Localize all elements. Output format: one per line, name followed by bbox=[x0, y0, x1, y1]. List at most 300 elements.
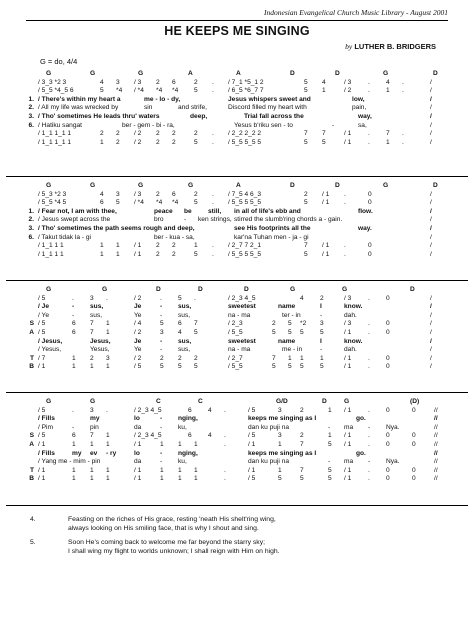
lyric-syllable: - bbox=[160, 311, 163, 319]
chord-symbol: G bbox=[46, 182, 52, 189]
note-group: 2 bbox=[172, 250, 176, 258]
note-group: *4 bbox=[156, 87, 163, 95]
note-group: / 2 bbox=[344, 87, 352, 95]
chord-symbol: A bbox=[236, 70, 241, 77]
note-group: 3 bbox=[278, 406, 282, 414]
note-group: *4 bbox=[172, 199, 179, 207]
chord-symbol: G bbox=[138, 182, 144, 189]
notation-row bbox=[6, 191, 468, 200]
music-system bbox=[6, 286, 468, 372]
chord-symbol: D bbox=[322, 398, 327, 405]
note-group: / bbox=[430, 250, 432, 258]
note-group: 2 bbox=[178, 354, 182, 362]
lyric-syllable: sweetest bbox=[228, 303, 256, 311]
note-group: 1 bbox=[72, 440, 76, 448]
lyric-syllable: / Yang me - mim - pin bbox=[38, 458, 101, 466]
note-group: 1 bbox=[322, 87, 326, 95]
note-group: 4 bbox=[178, 328, 182, 336]
lyric-syllable: sweetest bbox=[228, 337, 256, 345]
note-group: 2 bbox=[100, 130, 104, 138]
note-group: / 1 bbox=[322, 242, 330, 250]
chord-symbol: D bbox=[335, 182, 340, 189]
note-group: 7 bbox=[90, 320, 94, 328]
note-group: 5 bbox=[304, 78, 308, 86]
lyric-syllable: sa, bbox=[358, 121, 367, 129]
note-group: . bbox=[72, 406, 74, 414]
note-group: 5 bbox=[272, 328, 276, 336]
note-group: / 1 bbox=[38, 466, 46, 474]
row-label: T bbox=[29, 354, 34, 362]
lyric-syllable: pain, bbox=[352, 104, 367, 112]
note-group: . bbox=[368, 78, 370, 86]
note-group: // bbox=[434, 440, 438, 448]
note-group: *2 bbox=[300, 320, 307, 328]
note-group: 4 bbox=[208, 406, 212, 414]
lyric-syllable: da bbox=[134, 423, 142, 431]
note-group: 4 bbox=[322, 78, 326, 86]
lyric-syllable: Je bbox=[134, 337, 142, 345]
lyric-syllable: Jesus, bbox=[90, 337, 111, 345]
lyric-syllable: know. bbox=[344, 303, 363, 311]
lyric-syllable: / Takut tidak la - gi bbox=[38, 233, 92, 241]
system-divider bbox=[6, 280, 468, 281]
note-group: / 5 bbox=[38, 320, 46, 328]
lyric-syllable: name bbox=[278, 337, 296, 345]
note-group: 0 bbox=[386, 328, 390, 336]
library-header: Indonesian Evangelical Church Music Library - August 2001 bbox=[264, 8, 448, 17]
row-label: 3. bbox=[28, 112, 34, 120]
note-group: 5 bbox=[304, 138, 308, 146]
note-group: 1 bbox=[178, 440, 182, 448]
lyric-syllable: / bbox=[430, 224, 432, 232]
note-group: / 5_5 5 5_5 bbox=[228, 199, 261, 207]
note-group: // bbox=[434, 432, 438, 440]
note-group: 5 bbox=[300, 475, 304, 483]
verse-line: I shall wing my flight to worlds unknown; I shall reign with Him on high. bbox=[68, 547, 280, 555]
note-group: / 1 bbox=[38, 440, 46, 448]
note-group: 5 bbox=[194, 250, 198, 258]
lyric-syllable: ev bbox=[90, 449, 98, 457]
notation-row bbox=[6, 355, 468, 364]
note-group: 2 bbox=[160, 354, 164, 362]
lyric-syllable: ku, bbox=[178, 423, 187, 431]
note-group: 5 bbox=[300, 328, 304, 336]
note-group: / bbox=[430, 87, 432, 95]
note-group: 1 bbox=[116, 250, 120, 258]
lyric-syllable: my bbox=[90, 415, 100, 423]
chord-symbol: G bbox=[90, 182, 96, 189]
chord-symbol: G bbox=[188, 182, 194, 189]
note-group: / 5 bbox=[248, 432, 256, 440]
note-group: / 1_1 1 1 bbox=[38, 250, 64, 258]
note-group: / 1_1 1_1 1 bbox=[38, 138, 71, 146]
chord-row bbox=[6, 286, 468, 295]
lyric-syllable: - bbox=[320, 346, 323, 354]
note-group: / 2_2 2_2 2 bbox=[228, 130, 261, 138]
note-group: / 1 bbox=[344, 440, 352, 448]
lyric-syllable: / Fills bbox=[38, 415, 55, 423]
note-group: 0 bbox=[412, 432, 416, 440]
notation-row bbox=[6, 199, 468, 208]
note-group: / 3 bbox=[344, 294, 352, 302]
notation-row bbox=[6, 251, 468, 260]
note-group: 1 bbox=[106, 466, 110, 474]
note-group: / 2_3 4_5 bbox=[134, 406, 162, 414]
note-group: / 1 bbox=[38, 363, 46, 371]
row-label: 6. bbox=[28, 233, 34, 241]
note-group: 2 bbox=[304, 190, 308, 198]
lyric-syllable: - bbox=[328, 458, 331, 466]
notation-row bbox=[6, 87, 468, 96]
note-group: . bbox=[344, 199, 346, 207]
note-group: 0 bbox=[368, 199, 372, 207]
note-group: 6 bbox=[100, 199, 104, 207]
row-label: 1. bbox=[28, 207, 34, 215]
note-group: / 1 bbox=[134, 475, 142, 483]
note-group: / 1 bbox=[134, 466, 142, 474]
note-group: 1 bbox=[160, 466, 164, 474]
note-group: 0 bbox=[386, 432, 390, 440]
chord-symbol: D bbox=[244, 286, 249, 293]
lyric-syllable: dan ku puji na bbox=[248, 458, 290, 466]
note-group: 5 bbox=[328, 475, 332, 483]
note-group: / bbox=[430, 328, 432, 336]
note-group: 1 bbox=[160, 475, 164, 483]
note-group: 1 bbox=[72, 466, 76, 474]
lyric-syllable: go. bbox=[356, 415, 366, 423]
lyric-syllable: / bbox=[430, 207, 432, 215]
lyric-syllable: na - ma bbox=[228, 311, 251, 319]
lyric-syllable: deep, bbox=[190, 112, 208, 120]
verse-block bbox=[30, 516, 280, 533]
lyric-syllable: low, bbox=[352, 95, 365, 103]
note-group: 7 bbox=[194, 320, 198, 328]
note-group: 2 bbox=[90, 354, 94, 362]
note-group: 1 bbox=[300, 354, 304, 362]
music-system bbox=[6, 70, 468, 147]
lyric-syllable: / bbox=[430, 346, 432, 354]
lyric-syllable: Yesus b'riku sen - to bbox=[234, 121, 293, 129]
note-group: *4 bbox=[172, 87, 179, 95]
notation-row bbox=[6, 242, 468, 251]
lyric-syllable: sus, bbox=[90, 311, 103, 319]
note-group: 1 bbox=[100, 242, 104, 250]
lyric-syllable: dan ku puji na bbox=[248, 423, 290, 431]
lyric-syllable: know. bbox=[344, 337, 363, 345]
note-group: / 1 bbox=[134, 242, 142, 250]
note-group: 0 bbox=[368, 190, 372, 198]
note-group: . bbox=[224, 440, 226, 448]
note-group: / *4 bbox=[134, 199, 144, 207]
lyric-syllable: be bbox=[184, 207, 192, 215]
note-group: / 5 bbox=[248, 475, 256, 483]
notation-row bbox=[6, 432, 468, 441]
note-group: // bbox=[434, 406, 438, 414]
note-group: / bbox=[430, 199, 432, 207]
lyric-syllable: Jesus whispers sweet and bbox=[228, 95, 311, 103]
note-group: 1 bbox=[386, 138, 390, 146]
lyric-syllable: my bbox=[72, 449, 82, 457]
lyric-syllable: - bbox=[72, 311, 75, 319]
note-group: . bbox=[368, 294, 370, 302]
lyric-row bbox=[6, 216, 468, 225]
notation-row bbox=[6, 407, 468, 416]
note-group: 1 bbox=[72, 363, 76, 371]
note-group: / 2_3 bbox=[228, 320, 243, 328]
extra-verses bbox=[30, 516, 280, 562]
lyric-syllable: Trial fall across the bbox=[244, 112, 304, 120]
note-group: 7 bbox=[322, 130, 326, 138]
note-group: 6 bbox=[72, 432, 76, 440]
note-group: / 1 bbox=[344, 432, 352, 440]
lyric-syllable: - bbox=[160, 449, 163, 457]
note-group: 5 bbox=[322, 138, 326, 146]
chord-symbol: G bbox=[46, 398, 52, 405]
note-group: 1 bbox=[386, 87, 390, 95]
note-group: 3 bbox=[320, 320, 324, 328]
note-group: 1 bbox=[90, 475, 94, 483]
lyric-row bbox=[6, 450, 468, 459]
note-group: . bbox=[212, 87, 214, 95]
notation-row bbox=[6, 363, 468, 372]
note-group: 5 bbox=[272, 363, 276, 371]
lyric-syllable: ma bbox=[344, 423, 354, 431]
note-group: / bbox=[430, 363, 432, 371]
music-system bbox=[6, 398, 468, 484]
note-group: 0 bbox=[386, 354, 390, 362]
note-group: 3 bbox=[160, 328, 164, 336]
score-end-rule bbox=[6, 505, 468, 506]
note-group: 3 bbox=[90, 406, 94, 414]
lyric-row bbox=[6, 225, 468, 234]
note-group: 5 bbox=[320, 328, 324, 336]
lyric-syllable: keeps me singing as I bbox=[248, 415, 317, 423]
note-group: 1 bbox=[194, 440, 198, 448]
note-group: . bbox=[368, 363, 370, 371]
note-group: / 1 bbox=[134, 440, 142, 448]
lyric-syllable: ken strings, bbox=[198, 216, 232, 224]
lyric-syllable: - bbox=[72, 303, 75, 311]
lyric-row bbox=[6, 104, 468, 113]
note-group: 1 bbox=[106, 432, 110, 440]
note-group: 1 bbox=[116, 242, 120, 250]
lyric-syllable: // bbox=[434, 449, 438, 457]
lyric-syllable: / Fear not, I am with thee, bbox=[38, 207, 117, 215]
notation-row bbox=[6, 441, 468, 450]
lyric-syllable: nging, bbox=[178, 449, 198, 457]
lyric-syllable: / Fills bbox=[38, 449, 55, 457]
note-group: // bbox=[434, 475, 438, 483]
lyric-syllable: - bbox=[160, 458, 163, 466]
note-group: . bbox=[368, 87, 370, 95]
note-group: . bbox=[402, 87, 404, 95]
note-group: // bbox=[434, 466, 438, 474]
note-group: . bbox=[402, 78, 404, 86]
row-label: 2. bbox=[28, 104, 34, 112]
note-group: 5 bbox=[300, 363, 304, 371]
note-group: / 3 bbox=[134, 190, 142, 198]
note-group: 1 bbox=[194, 242, 198, 250]
chord-symbol: G bbox=[383, 182, 389, 189]
note-group: 0 bbox=[386, 440, 390, 448]
note-group: 1 bbox=[106, 328, 110, 336]
note-group: 4 bbox=[100, 190, 104, 198]
note-group: / 1 bbox=[248, 440, 256, 448]
note-group: 2 bbox=[172, 242, 176, 250]
note-group: / 5 bbox=[38, 294, 46, 302]
lyric-syllable: - bbox=[160, 346, 163, 354]
note-group: 6 bbox=[188, 432, 192, 440]
note-group: 1 bbox=[328, 432, 332, 440]
chord-symbol: G bbox=[46, 286, 52, 293]
lyric-syllable: dah. bbox=[344, 346, 357, 354]
note-group: 2 bbox=[194, 130, 198, 138]
note-group: 0 bbox=[412, 475, 416, 483]
note-group: / 7_5 4 6_3 bbox=[228, 190, 261, 198]
lyric-syllable: / Pim bbox=[38, 423, 54, 431]
lyric-syllable: / Tho' sometimes the path seems rough and deep, bbox=[38, 224, 195, 232]
note-group: . bbox=[212, 130, 214, 138]
verse-text bbox=[68, 516, 280, 533]
note-group: 2 bbox=[156, 242, 160, 250]
note-group: 6 bbox=[172, 78, 176, 86]
verse-line: Soon He's coming back to welcome me far beyond the starry sky; bbox=[68, 539, 265, 547]
note-group: / 2 bbox=[134, 130, 142, 138]
note-group: / 2 bbox=[134, 328, 142, 336]
lyric-row bbox=[6, 458, 468, 467]
note-group: 0 bbox=[386, 466, 390, 474]
note-group: 2 bbox=[194, 78, 198, 86]
note-group: 2 bbox=[272, 320, 276, 328]
chord-symbol: G bbox=[344, 398, 350, 405]
note-group: 1 bbox=[90, 363, 94, 371]
note-group: / bbox=[430, 354, 432, 362]
note-group: / 5_5 5_5 5 bbox=[228, 138, 261, 146]
chord-row bbox=[6, 398, 468, 407]
note-group: 5 bbox=[194, 328, 198, 336]
music-system bbox=[6, 182, 468, 259]
note-group: 0 bbox=[386, 406, 390, 414]
note-group: 0 bbox=[412, 406, 416, 414]
lyric-syllable: / Jesus swept across the bbox=[38, 216, 111, 224]
note-group: . bbox=[368, 466, 370, 474]
lyric-syllable: / bbox=[430, 104, 432, 112]
row-label: 2. bbox=[28, 216, 34, 224]
notation-row bbox=[6, 467, 468, 476]
note-group: 7 bbox=[304, 130, 308, 138]
note-group: / 1 bbox=[344, 354, 352, 362]
lyric-syllable: sus, bbox=[178, 311, 191, 319]
chord-symbol: G bbox=[90, 398, 96, 405]
notation-row bbox=[6, 79, 468, 88]
note-group: / 5_5 *4_5 6 bbox=[38, 87, 74, 95]
note-group: 3 bbox=[116, 190, 120, 198]
note-group: 2 bbox=[172, 130, 176, 138]
chord-symbol: G bbox=[46, 70, 52, 77]
note-group: . bbox=[194, 294, 196, 302]
chord-symbol: G bbox=[138, 70, 144, 77]
chord-symbol: (D) bbox=[410, 398, 420, 405]
note-group: 5 bbox=[100, 87, 104, 95]
note-group: / 1 bbox=[322, 250, 330, 258]
note-group: / 1 bbox=[344, 406, 352, 414]
chord-symbol: D bbox=[290, 70, 295, 77]
note-group: / bbox=[430, 242, 432, 250]
note-group: 7 bbox=[90, 328, 94, 336]
note-group: 6 bbox=[72, 328, 76, 336]
note-group: . bbox=[224, 475, 226, 483]
chord-symbol: D bbox=[335, 70, 340, 77]
verse-line: Feasting on the riches of His grace, resting 'neath His shelt'ring wing, bbox=[68, 516, 276, 523]
lyric-syllable: lo bbox=[134, 415, 140, 423]
note-group: 1 bbox=[178, 466, 182, 474]
note-group: 5 bbox=[288, 320, 292, 328]
note-group: 1 bbox=[90, 440, 94, 448]
lyric-syllable: peace bbox=[154, 207, 173, 215]
lyric-syllable: ma bbox=[344, 458, 354, 466]
lyric-syllable: / bbox=[430, 216, 432, 224]
note-group: 6 bbox=[178, 320, 182, 328]
lyric-syllable: // bbox=[434, 458, 438, 466]
note-group: 3 bbox=[116, 78, 120, 86]
note-group: . bbox=[344, 190, 346, 198]
row-label: A bbox=[29, 328, 34, 336]
note-group: / 1_1 1_1 1 bbox=[38, 130, 71, 138]
note-group: 2 bbox=[156, 78, 160, 86]
lyric-syllable: Yesus, bbox=[90, 346, 110, 354]
row-label: T bbox=[29, 466, 34, 474]
lyric-syllable: - bbox=[368, 423, 371, 431]
lyric-syllable: - bbox=[332, 121, 335, 129]
lyric-syllable: keeps me singing as I bbox=[248, 449, 317, 457]
lyric-syllable: I bbox=[320, 303, 322, 311]
note-group: / 2_3 4_5 bbox=[228, 294, 256, 302]
note-group: / 3 bbox=[344, 320, 352, 328]
lyric-syllable: // bbox=[434, 415, 438, 423]
note-group: . bbox=[72, 294, 74, 302]
lyric-syllable: Je bbox=[134, 303, 142, 311]
note-group: *4 bbox=[116, 87, 123, 95]
lyric-syllable: / There's within my heart a bbox=[38, 95, 121, 103]
note-group: 2 bbox=[300, 406, 304, 414]
row-label: 3. bbox=[28, 224, 34, 232]
chord-symbol: G bbox=[102, 286, 108, 293]
lyric-syllable: Discord filled my heart with bbox=[228, 104, 307, 112]
lyric-syllable: na - ma bbox=[228, 346, 251, 354]
lyric-syllable: way, bbox=[358, 112, 372, 120]
lyric-row bbox=[6, 415, 468, 424]
note-group: 7 bbox=[90, 432, 94, 440]
note-group: . bbox=[344, 250, 346, 258]
note-group: / 5 bbox=[38, 406, 46, 414]
note-group: / 5_5 bbox=[228, 363, 243, 371]
note-group: / 1 bbox=[322, 199, 330, 207]
lyric-row bbox=[6, 122, 468, 131]
note-group: / 7_1 *5_1 2 bbox=[228, 78, 264, 86]
notation-row bbox=[6, 475, 468, 484]
note-group: 2 bbox=[300, 432, 304, 440]
note-group: 0 bbox=[386, 363, 390, 371]
lyric-syllable: / bbox=[430, 112, 432, 120]
note-group: 2 bbox=[172, 138, 176, 146]
note-group: . bbox=[344, 242, 346, 250]
note-group: 2 bbox=[116, 130, 120, 138]
note-group: 5 bbox=[328, 440, 332, 448]
row-label: A bbox=[29, 440, 34, 448]
note-group: / 1 bbox=[344, 475, 352, 483]
lyric-syllable: bro bbox=[154, 216, 164, 224]
note-group: / *4 bbox=[134, 87, 144, 95]
